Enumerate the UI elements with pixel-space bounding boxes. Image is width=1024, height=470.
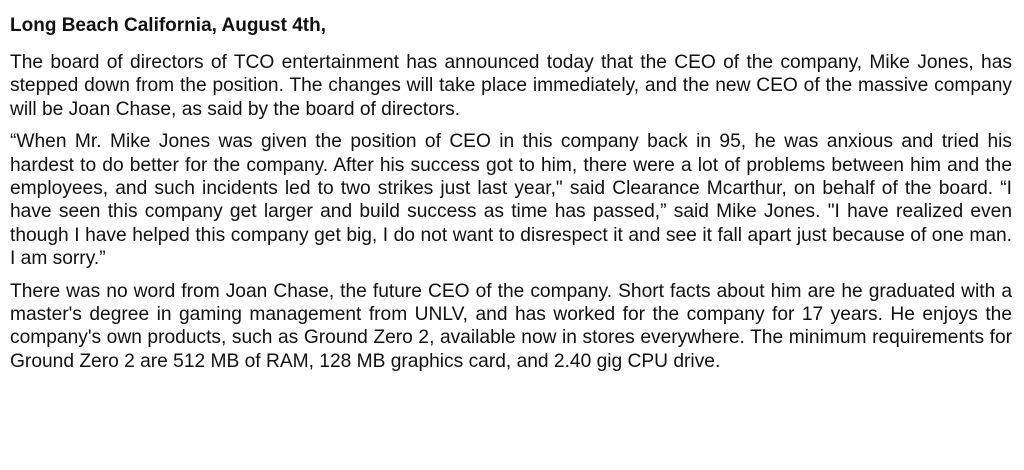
paragraph-announcement: The board of directors of TCO entertainment has announced today that the CEO of the company, Mike Jones, has stepped down from the position. The changes will take place immediately, and the new CEO of the massive company will be Joan Chase, as said by the board of directors. xyxy=(10,52,1012,120)
paragraph-quotes: “When Mr. Mike Jones was given the position of CEO in this company back in 95, he was anxious and tried his hardest to do better for the company. After his success got to him, there were a lot of problems between him and the employees, and such incidents led to two strikes just last year," said Clearance Mcarthur, on behalf of the board. “I have seen this company get larger and build success as time has passed,” said Mike Jones. "I have realized even though I have helped this company get big, I do not want to disrespect it and see it fall apart just because of one man. I am sorry.” xyxy=(10,131,1012,270)
dateline-heading: Long Beach California, August 4th, xyxy=(10,15,326,36)
paragraph-new-ceo-facts: There was no word from Joan Chase, the future CEO of the company. Short facts about him are he graduated with a master's degree in gaming management from UNLV, and has worked for the company for 17 years. He enjoys the company's own products, such as Ground Zero 2, available now in stores everywhere. The minimum requirements for Ground Zero 2 are 512 MB of RAM, 128 MB graphics card, and 2.40 gig CPU drive. xyxy=(10,280,1012,372)
